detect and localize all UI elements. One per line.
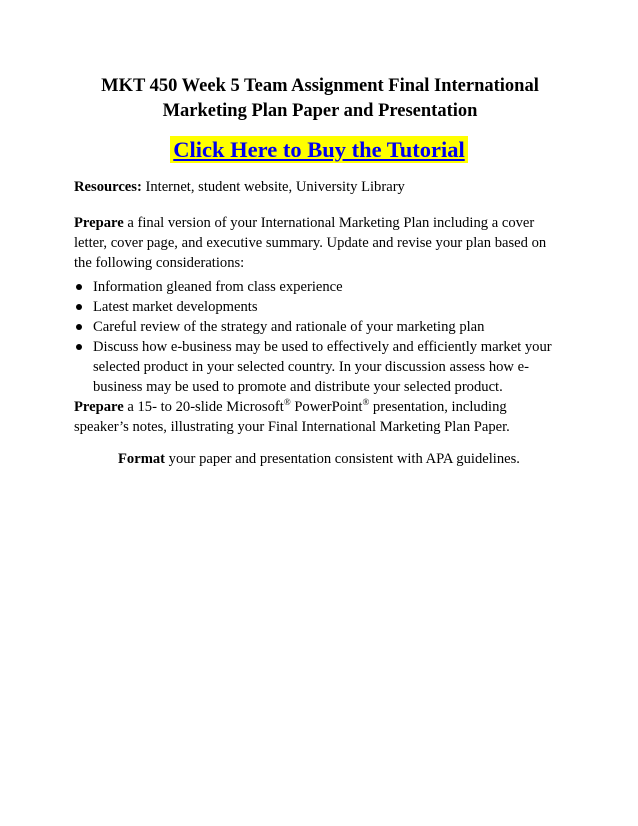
prepare-plan-label: Prepare xyxy=(74,215,124,231)
bullet-icon xyxy=(76,324,82,330)
format-text: your paper and presentation consistent with APA guidelines. xyxy=(165,451,520,467)
bullet-icon xyxy=(76,344,82,350)
considerations-list xyxy=(74,277,564,397)
list-item xyxy=(74,337,564,397)
format-paragraph xyxy=(118,449,578,469)
prepare-plan-paragraph xyxy=(74,213,564,273)
resources-text: Internet, student website, University Library xyxy=(141,179,405,195)
prepare-plan-text: a final version of your International Marketing Plan including a cover letter, cover page, and executive summary. Update and revise your plan based on the following considerations: xyxy=(74,215,547,271)
title-line-2: Marketing Plan Paper and Presentation xyxy=(162,101,478,121)
bullet-icon xyxy=(76,304,82,310)
list-item xyxy=(74,277,564,297)
prepare-presentation-text-a: a 15- to 20-slide Microsoft xyxy=(123,399,284,415)
title-line-1: MKT 450 Week 5 Team Assignment Final International xyxy=(101,76,539,96)
page-title xyxy=(60,74,580,124)
prepare-presentation-text-b: PowerPoint xyxy=(290,399,363,415)
list-item-text: Latest market developments xyxy=(93,299,258,315)
buy-tutorial-link[interactable]: Click Here to Buy the Tutorial xyxy=(170,136,467,163)
registered-mark: ® xyxy=(283,397,291,408)
list-item xyxy=(74,297,564,317)
list-item-text: Information gleaned from class experience xyxy=(93,279,343,295)
format-label: Format xyxy=(118,451,166,467)
list-item-text: Discuss how e-business may be used to effectively and efficiently market your selected product in your selected country. In your discussion assess how e-business may be used to promote and distribute your selected product. xyxy=(93,339,552,395)
bullet-icon xyxy=(76,284,82,290)
resources-label: Resources: xyxy=(74,179,142,195)
cta-container xyxy=(0,136,638,163)
list-item-text: Careful review of the strategy and rationale of your marketing plan xyxy=(93,319,485,335)
resources-paragraph xyxy=(74,177,564,197)
prepare-presentation-paragraph xyxy=(74,397,564,437)
prepare-presentation-label: Prepare xyxy=(74,399,124,415)
prepare-presentation-text-c: presentation, including speaker’s notes, illustrating your Final International Marketing Plan Paper. xyxy=(74,399,510,435)
list-item xyxy=(74,317,564,337)
registered-mark: ® xyxy=(362,397,370,408)
